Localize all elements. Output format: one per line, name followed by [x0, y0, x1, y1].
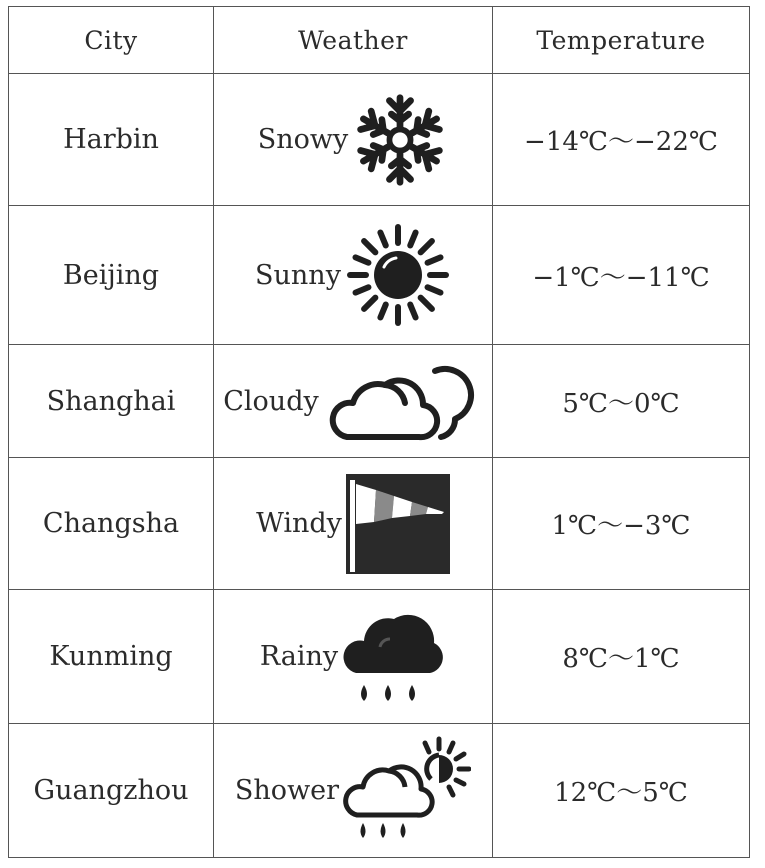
table-row — [9, 74, 750, 206]
city-cell: Guangzhou — [9, 724, 214, 858]
city-cell: Beijing — [9, 206, 214, 345]
table-row — [9, 590, 750, 724]
table-row — [9, 345, 750, 458]
weather-cell — [214, 458, 493, 590]
city-cell: Kunming — [9, 590, 214, 724]
temperature-cell: 8℃～1℃ — [493, 590, 750, 724]
cloud-icon — [323, 359, 483, 443]
snowflake-icon — [352, 92, 448, 188]
city-cell: Shanghai — [9, 345, 214, 458]
weather-label: Rainy — [259, 641, 339, 672]
temperature-cell: 5℃～0℃ — [493, 345, 750, 458]
header-temperature: Temperature — [493, 7, 750, 74]
sun-shower-icon — [343, 735, 471, 847]
weather-label: Shower — [234, 775, 340, 806]
weather-label: Snowy — [257, 124, 349, 155]
weather-label: Windy — [256, 508, 342, 539]
windsock-icon — [346, 474, 450, 574]
weather-label: Cloudy — [223, 385, 319, 417]
sun-icon — [345, 222, 451, 328]
weather-cell — [214, 345, 493, 458]
weather-cell — [214, 206, 493, 345]
weather-label: Sunny — [255, 259, 341, 291]
header-weather: Weather — [214, 7, 493, 74]
weather-table — [8, 6, 750, 858]
city-cell: Harbin — [9, 74, 214, 206]
header-row — [9, 7, 750, 74]
header-city: City — [9, 7, 214, 74]
rain-cloud-icon — [342, 605, 446, 709]
temperature-cell: −1℃～−11℃ — [493, 206, 750, 345]
temperature-cell: 12℃～5℃ — [493, 724, 750, 858]
temperature-cell: −14℃～−22℃ — [493, 74, 750, 206]
table-row — [9, 206, 750, 345]
weather-cell — [214, 590, 493, 724]
table-row — [9, 724, 750, 858]
weather-cell — [214, 724, 493, 858]
weather-cell — [214, 74, 493, 206]
table-row — [9, 458, 750, 590]
temperature-cell: 1℃～−3℃ — [493, 458, 750, 590]
city-cell: Changsha — [9, 458, 214, 590]
